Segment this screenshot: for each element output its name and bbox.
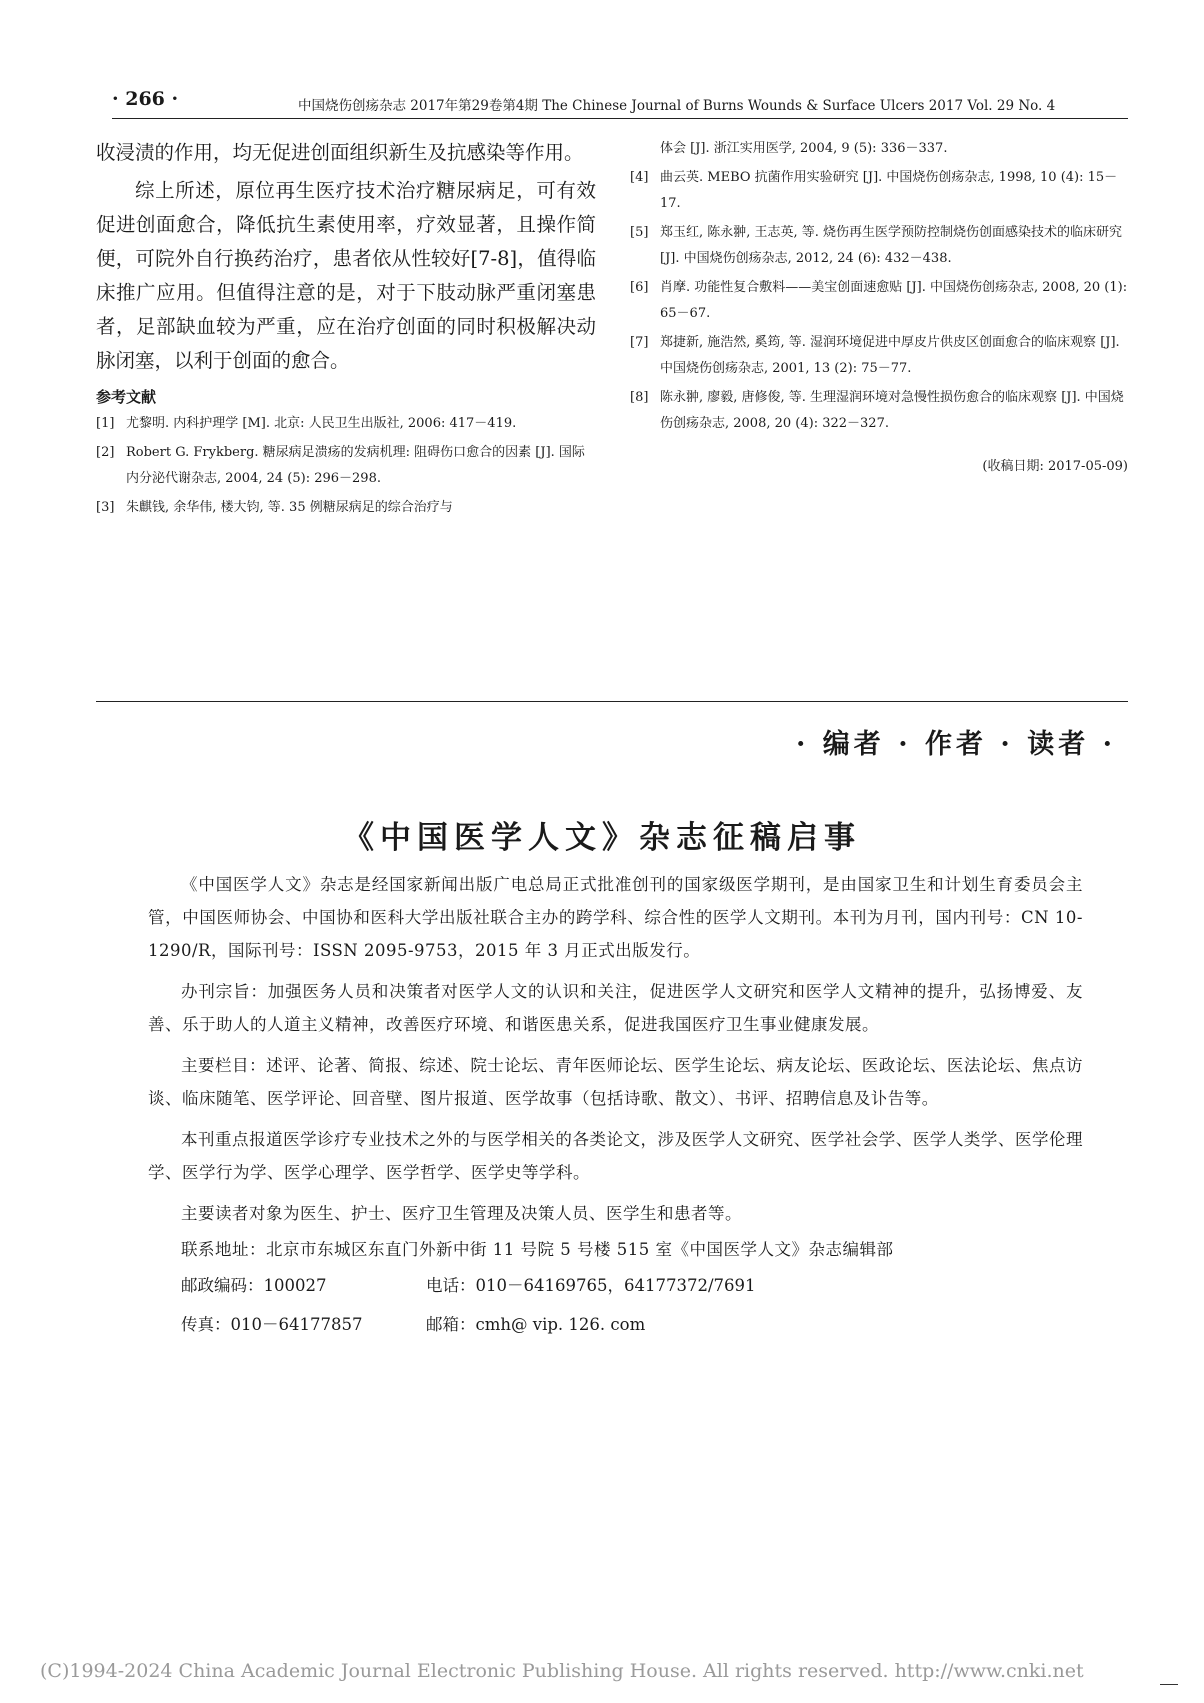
right-column bbox=[630, 136, 1128, 474]
reference-number bbox=[630, 136, 660, 162]
section-divider bbox=[96, 701, 1128, 702]
reference-item bbox=[630, 330, 1128, 382]
reference-item bbox=[630, 220, 1128, 272]
contact-postcode: 邮政编码：100027 bbox=[181, 1276, 327, 1295]
reference-item bbox=[630, 136, 1128, 162]
notice-paragraph: 主要读者对象为医生、护士、医疗卫生管理及决策人员、医学生和患者等。 bbox=[181, 1204, 742, 1223]
reference-text: 郑玉红, 陈永翀, 王志英, 等. 烧伤再生医学预防控制烧伤创面感染技术的临床研究 [J]. 中国烧伤创疡杂志, 2012, 24 (6): 432－438. bbox=[660, 225, 1123, 266]
reference-number: [1] bbox=[96, 416, 115, 431]
reference-number: [8] bbox=[630, 390, 649, 405]
contact-fax: 传真：010－64177857 bbox=[181, 1315, 363, 1334]
received-date: (收稿日期: 2017-05-09) bbox=[982, 459, 1128, 474]
body-paragraph: 综上所述，原位再生医疗技术治疗糖尿病足，可有效促进创面愈合，降低抗生素使用率，疗效显著，且操作简便，可院外自行换药治疗，患者依从性较好[7-8]，值得临床推广应用。但值得注意的是，对于下肢动脉严重闭塞患者，足部缺血较为严重，应在治疗创面的同时积极解决动脉闭塞，以利于创面的愈合。 bbox=[96, 179, 596, 372]
contact-row bbox=[148, 1269, 1083, 1302]
header-rule bbox=[112, 118, 1128, 119]
contact-phone: 电话：010－64169765，64177372/7691 bbox=[426, 1276, 756, 1295]
notice-paragraph: 《中国医学人文》杂志是经国家新闻出版广电总局正式批准创刊的国家级医学期刊，是由国家卫生和计划生育委员会主管，中国医师协会、中国协和医科大学出版社联合主办的跨学科、综合性的医学人文期刊。本刊为月刊，国内刊号：CN 10-1290/R，国际刊号：ISSN 2095-9753，2015 年 3 月正式出版发行。 bbox=[148, 875, 1083, 960]
reference-number: [2] bbox=[96, 445, 115, 460]
page-number: · 266 · bbox=[112, 88, 179, 110]
reference-item bbox=[96, 495, 596, 521]
reference-text: 尤黎明. 内科护理学 [M]. 北京: 人民卫生出版社, 2006: 417－419. bbox=[126, 416, 517, 431]
reference-number: [7] bbox=[630, 335, 649, 350]
references-heading: 参考文献 bbox=[96, 388, 157, 406]
reference-text: 陈永翀, 廖毅, 唐修俊, 等. 生理湿润环境对急慢性损伤愈合的临床观察 [J]. 中国烧伤创疡杂志, 2008, 20 (4): 322－327. bbox=[660, 390, 1124, 431]
notice-title: 《中国医学人文》杂志征稿启事 bbox=[343, 820, 861, 856]
reference-item bbox=[96, 440, 596, 492]
reference-number: [3] bbox=[96, 500, 115, 515]
left-column bbox=[96, 136, 596, 524]
running-header: 中国烧伤创疡杂志 2017年第29卷第4期 The Chinese Journal of Burns Wounds & Surface Ulcers 2017 Vol. 29 No. 4 bbox=[298, 98, 1056, 114]
notice-body bbox=[148, 868, 1083, 1347]
reference-text: 体会 [J]. 浙江实用医学, 2004, 9 (5): 336－337. bbox=[660, 141, 948, 156]
notice-paragraph: 本刊重点报道医学诊疗专业技术之外的与医学相关的各类论文，涉及医学人文研究、医学社会学、医学人类学、医学伦理学、医学行为学、医学心理学、医学哲学、医学史等学科。 bbox=[148, 1130, 1083, 1182]
reference-text: 曲云英. MEBO 抗菌作用实验研究 [J]. 中国烧伤创疡杂志, 1998, 10 (4): 15－17. bbox=[660, 170, 1118, 211]
reference-item bbox=[96, 411, 596, 437]
notice-paragraph: 主要栏目：述评、论著、简报、综述、院士论坛、青年医师论坛、医学生论坛、病友论坛、医政论坛、医法论坛、焦点访谈、临床随笔、医学评论、回音壁、图片报道、医学故事（包括诗歌、散文）、书评、招聘信息及讣告等。 bbox=[148, 1056, 1083, 1108]
copyright-footer: (C)1994-2024 China Academic Journal Electronic Publishing House. All rights reserved. http://www.cnki.net bbox=[40, 1660, 1084, 1682]
reference-number: [4] bbox=[630, 170, 649, 185]
reference-item bbox=[630, 385, 1128, 437]
reference-text: 郑捷新, 施浩然, 奚筠, 等. 湿润环境促进中厚皮片供皮区创面愈合的临床观察 [J]. 中国烧伤创疡杂志, 2001, 13 (2): 75－77. bbox=[660, 335, 1120, 376]
contact-email: 邮箱：cmh@ vip. 126. com bbox=[426, 1315, 646, 1334]
contact-address: 联系地址：北京市东城区东直门外新中街 11 号院 5 号楼 515 室《中国医学人文》杂志编辑部 bbox=[181, 1240, 894, 1259]
section-label: · 编者 · 作者 · 读者 · bbox=[796, 729, 1116, 760]
reference-item bbox=[630, 165, 1128, 217]
reference-text: 肖摩. 功能性复合敷料——美宝创面速愈贴 [J]. 中国烧伤创疡杂志, 2008, 20 (1): 65－67. bbox=[660, 280, 1128, 321]
reference-number: [5] bbox=[630, 225, 649, 240]
reference-list-left bbox=[96, 411, 596, 521]
reference-number: [6] bbox=[630, 280, 649, 295]
contact-row bbox=[148, 1308, 1083, 1341]
notice-paragraph: 办刊宗旨：加强医务人员和决策者对医学人文的认识和关注，促进医学人文研究和医学人文精神的提升，弘扬博爱、友善、乐于助人的人道主义精神，改善医疗环境、和谐医患关系，促进我国医疗卫生事业健康发展。 bbox=[148, 982, 1083, 1034]
reference-text: 朱麒钱, 余华伟, 楼大钧, 等. 35 例糖尿病足的综合治疗与 bbox=[126, 500, 453, 515]
reference-item bbox=[630, 275, 1128, 327]
footer-mark bbox=[1160, 1684, 1178, 1685]
body-paragraph: 收浸渍的作用，均无促进创面组织新生及抗感染等作用。 bbox=[96, 141, 584, 164]
reference-text: Robert G. Frykberg. 糖尿病足溃疡的发病机理: 阻碍伤口愈合的因素 [J]. 国际内分泌代谢杂志, 2004, 24 (5): 296－298. bbox=[126, 445, 585, 486]
